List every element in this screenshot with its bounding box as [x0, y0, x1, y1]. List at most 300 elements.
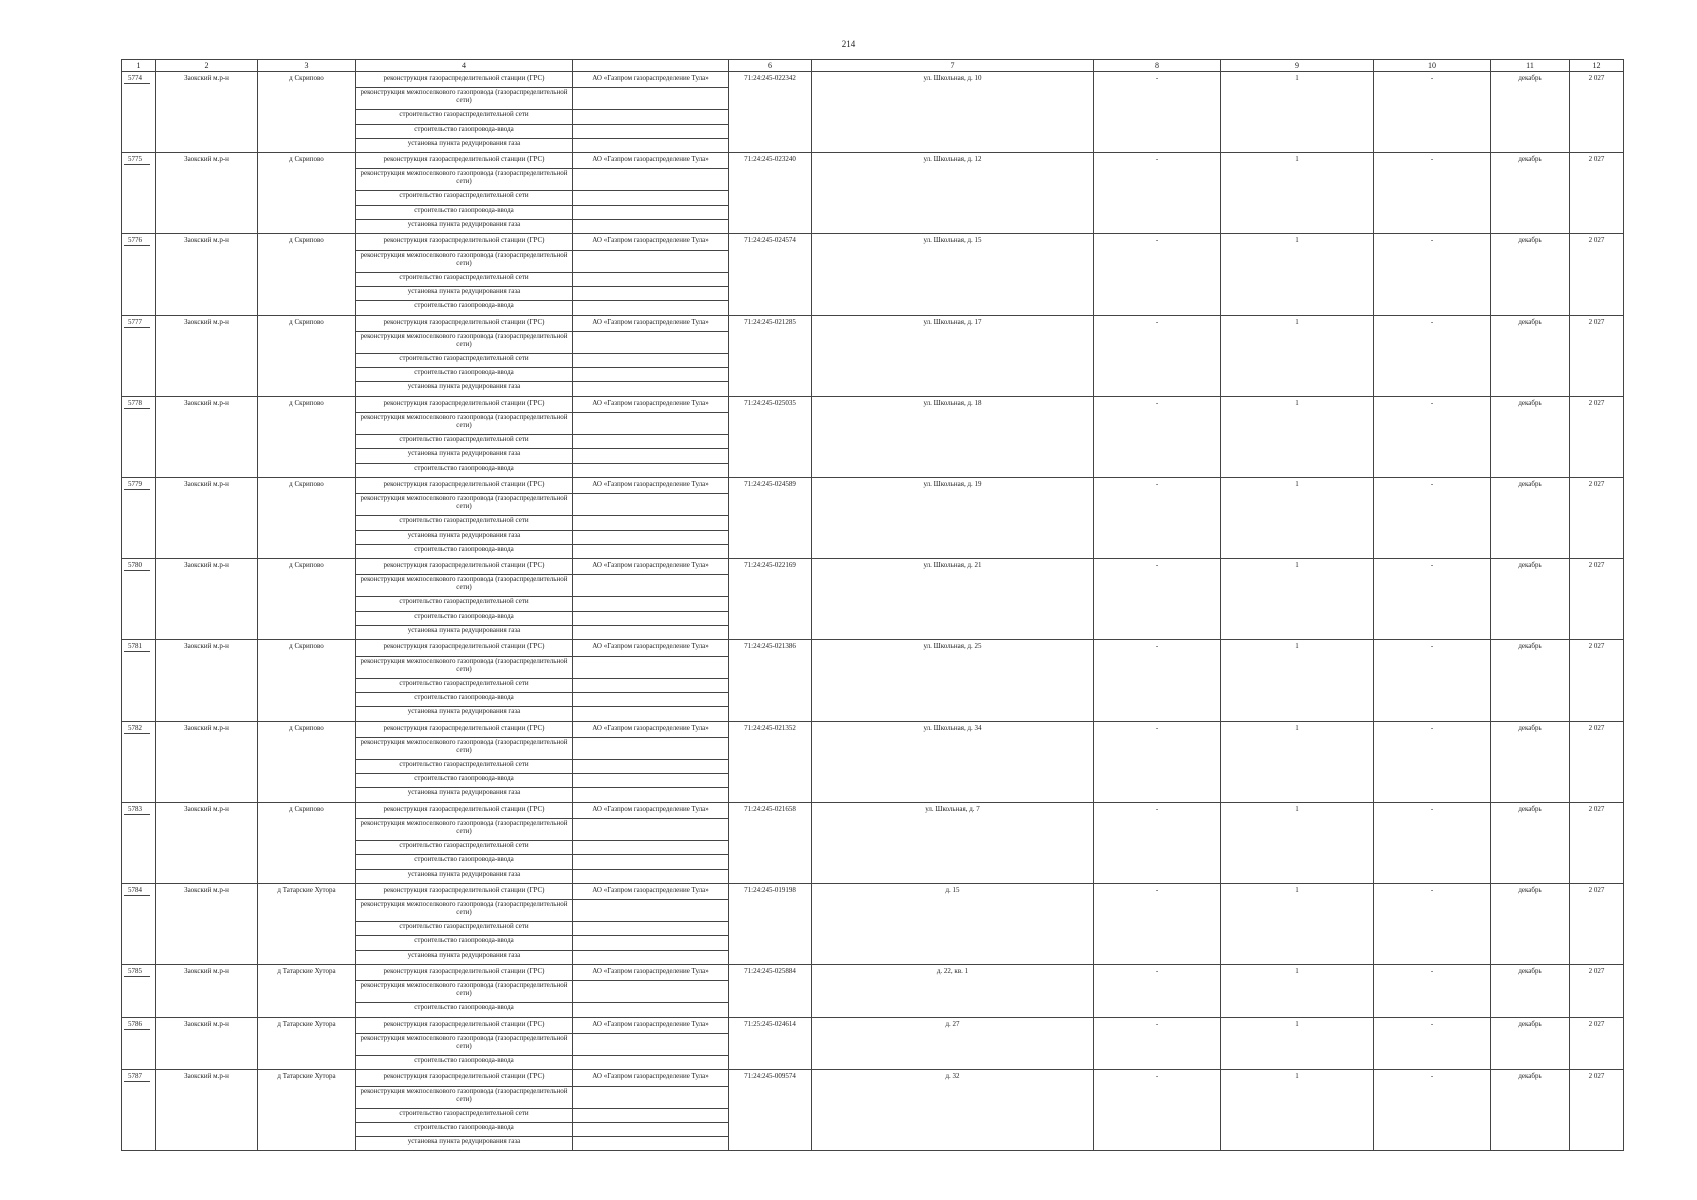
header-col-7: 7	[812, 60, 1094, 72]
table-row	[122, 1017, 1624, 1033]
organization-cell	[573, 110, 729, 124]
work-type-cell: установка пункта редуцирования газа	[356, 1137, 573, 1151]
organization-cell	[573, 981, 729, 1003]
work-type-cell: реконструкция межпоселкового газопровода (газораспределительной сети)	[356, 250, 573, 272]
work-type-cell: реконструкция межпоселкового газопровода (газораспределительной сети)	[356, 1086, 573, 1108]
header-row	[122, 60, 1624, 72]
settlement-cell: д Скрипово	[258, 396, 356, 477]
col8-cell: -	[1094, 396, 1221, 477]
work-type-cell: установка пункта редуцирования газа	[356, 138, 573, 152]
organization-cell: АО «Газпром газораспределение Тула»	[573, 477, 729, 493]
work-type-cell: реконструкция газораспределительной станции (ГРС)	[356, 965, 573, 981]
row-number	[122, 965, 156, 1018]
row-number-value: 5778	[124, 399, 150, 409]
year-cell: 2 027	[1570, 802, 1624, 883]
table-row	[122, 234, 1624, 250]
district-cell: Заокский м.р-н	[156, 1017, 258, 1070]
col10-cell: -	[1374, 234, 1491, 315]
work-type-cell: строительство газопровода-ввода	[356, 544, 573, 558]
settlement-cell: д Татарские Хутора	[258, 883, 356, 964]
settlement-cell: д Скрипово	[258, 234, 356, 315]
cadastral-cell: 71:24:245-025035	[729, 396, 812, 477]
header-col-8: 8	[1094, 60, 1221, 72]
organization-cell	[573, 449, 729, 463]
col10-cell: -	[1374, 477, 1491, 558]
col10-cell: -	[1374, 883, 1491, 964]
col10-cell: -	[1374, 153, 1491, 234]
col9-cell: 1	[1221, 965, 1374, 1018]
table-row	[122, 477, 1624, 493]
organization-cell	[573, 774, 729, 788]
cadastral-cell: 71:24:245-021386	[729, 640, 812, 721]
month-cell: декабрь	[1491, 1017, 1570, 1070]
year-cell: 2 027	[1570, 1070, 1624, 1151]
organization-cell	[573, 169, 729, 191]
header-col-11: 11	[1491, 60, 1570, 72]
work-type-cell: строительство газораспределительной сети	[356, 191, 573, 205]
organization-cell	[573, 611, 729, 625]
organization-cell	[573, 692, 729, 706]
organization-cell	[573, 1003, 729, 1017]
month-cell: декабрь	[1491, 1070, 1570, 1151]
address-cell: д. 27	[812, 1017, 1094, 1070]
work-type-cell: реконструкция газораспределительной станции (ГРС)	[356, 559, 573, 575]
work-type-cell: установка пункта редуцирования газа	[356, 530, 573, 544]
settlement-cell: д Скрипово	[258, 315, 356, 396]
row-number	[122, 721, 156, 802]
organization-cell	[573, 1108, 729, 1122]
work-type-cell: реконструкция межпоселкового газопровода (газораспределительной сети)	[356, 494, 573, 516]
table-row	[122, 396, 1624, 412]
row-number	[122, 477, 156, 558]
table-row	[122, 153, 1624, 169]
row-number-value: 5786	[124, 1020, 150, 1030]
organization-cell: АО «Газпром газораспределение Тула»	[573, 883, 729, 899]
settlement-cell: д Скрипово	[258, 559, 356, 640]
district-cell: Заокский м.р-н	[156, 559, 258, 640]
month-cell: декабрь	[1491, 153, 1570, 234]
organization-cell	[573, 301, 729, 315]
table-row	[122, 640, 1624, 656]
organization-cell	[573, 818, 729, 840]
col9-cell: 1	[1221, 234, 1374, 315]
month-cell: декабрь	[1491, 477, 1570, 558]
address-cell: ул. Школьная, д. 12	[812, 153, 1094, 234]
col9-cell: 1	[1221, 396, 1374, 477]
work-type-cell: строительство газопровода-ввода	[356, 205, 573, 219]
cadastral-cell: 71:24:245-021352	[729, 721, 812, 802]
row-number-value: 5787	[124, 1072, 150, 1082]
organization-cell: АО «Газпром газораспределение Тула»	[573, 559, 729, 575]
organization-cell	[573, 759, 729, 773]
table-row	[122, 1070, 1624, 1086]
col8-cell: -	[1094, 477, 1221, 558]
table-row	[122, 965, 1624, 981]
work-type-cell: установка пункта редуцирования газа	[356, 449, 573, 463]
year-cell: 2 027	[1570, 477, 1624, 558]
col10-cell: -	[1374, 1070, 1491, 1151]
work-type-cell: реконструкция межпоселкового газопровода (газораспределительной сети)	[356, 1033, 573, 1055]
col10-cell: -	[1374, 802, 1491, 883]
organization-cell	[573, 494, 729, 516]
work-type-cell: реконструкция газораспределительной станции (ГРС)	[356, 153, 573, 169]
col8-cell: -	[1094, 883, 1221, 964]
organization-cell	[573, 368, 729, 382]
col8-cell: -	[1094, 559, 1221, 640]
header-col-12: 12	[1570, 60, 1624, 72]
row-number	[122, 153, 156, 234]
organization-cell	[573, 1137, 729, 1151]
settlement-cell: д Скрипово	[258, 477, 356, 558]
col9-cell: 1	[1221, 1070, 1374, 1151]
work-type-cell: реконструкция межпоселкового газопровода (газораспределительной сети)	[356, 575, 573, 597]
address-cell: ул. Школьная, д. 18	[812, 396, 1094, 477]
work-type-cell: строительство газораспределительной сети	[356, 922, 573, 936]
organization-cell	[573, 869, 729, 883]
work-type-cell: строительство газораспределительной сети	[356, 759, 573, 773]
cadastral-cell: 71:24:245-024589	[729, 477, 812, 558]
work-type-cell: строительство газопровода-ввода	[356, 1003, 573, 1017]
work-type-cell: реконструкция газораспределительной станции (ГРС)	[356, 1017, 573, 1033]
work-type-cell: реконструкция газораспределительной станции (ГРС)	[356, 802, 573, 818]
organization-cell	[573, 575, 729, 597]
organization-cell	[573, 900, 729, 922]
organization-cell	[573, 382, 729, 396]
header-col-10: 10	[1374, 60, 1491, 72]
col9-cell: 1	[1221, 1017, 1374, 1070]
cadastral-cell: 71:24:245-025884	[729, 965, 812, 1018]
year-cell: 2 027	[1570, 640, 1624, 721]
organization-cell: АО «Газпром газораспределение Тула»	[573, 802, 729, 818]
work-type-cell: установка пункта редуцирования газа	[356, 788, 573, 802]
row-number-value: 5781	[124, 642, 150, 652]
month-cell: декабрь	[1491, 72, 1570, 153]
col9-cell: 1	[1221, 802, 1374, 883]
row-number	[122, 1017, 156, 1070]
row-number-value: 5783	[124, 805, 150, 815]
district-cell: Заокский м.р-н	[156, 640, 258, 721]
district-cell: Заокский м.р-н	[156, 477, 258, 558]
district-cell: Заокский м.р-н	[156, 234, 258, 315]
work-type-cell: реконструкция межпоселкового газопровода (газораспределительной сети)	[356, 818, 573, 840]
work-type-cell: реконструкция межпоселкового газопровода (газораспределительной сети)	[356, 88, 573, 110]
col8-cell: -	[1094, 965, 1221, 1018]
work-type-cell: строительство газораспределительной сети	[356, 678, 573, 692]
row-number	[122, 234, 156, 315]
address-cell: ул. Школьная, д. 15	[812, 234, 1094, 315]
work-type-cell: строительство газораспределительной сети	[356, 840, 573, 854]
col8-cell: -	[1094, 640, 1221, 721]
settlement-cell: д Скрипово	[258, 802, 356, 883]
table-row	[122, 883, 1624, 899]
work-type-cell: реконструкция газораспределительной станции (ГРС)	[356, 883, 573, 899]
settlement-cell: д Скрипово	[258, 153, 356, 234]
cadastral-cell: 71:25:245-024614	[729, 1017, 812, 1070]
table-row	[122, 315, 1624, 331]
row-number-value: 5780	[124, 561, 150, 571]
organization-cell	[573, 250, 729, 272]
year-cell: 2 027	[1570, 72, 1624, 153]
organization-cell	[573, 463, 729, 477]
col9-cell: 1	[1221, 640, 1374, 721]
work-type-cell: строительство газопровода-ввода	[356, 1122, 573, 1136]
col8-cell: -	[1094, 153, 1221, 234]
organization-cell	[573, 124, 729, 138]
work-type-cell: строительство газораспределительной сети	[356, 516, 573, 530]
organization-cell	[573, 413, 729, 435]
col8-cell: -	[1094, 315, 1221, 396]
row-number-value: 5774	[124, 74, 150, 84]
work-type-cell: реконструкция газораспределительной станции (ГРС)	[356, 721, 573, 737]
organization-cell: АО «Газпром газораспределение Тула»	[573, 1070, 729, 1086]
district-cell: Заокский м.р-н	[156, 965, 258, 1018]
col8-cell: -	[1094, 721, 1221, 802]
month-cell: декабрь	[1491, 640, 1570, 721]
organization-cell	[573, 88, 729, 110]
page-number: 214	[841, 39, 856, 49]
organization-cell	[573, 840, 729, 854]
row-number	[122, 1070, 156, 1151]
organization-cell	[573, 1033, 729, 1055]
organization-cell	[573, 656, 729, 678]
row-number	[122, 396, 156, 477]
organization-cell	[573, 855, 729, 869]
work-type-cell: установка пункта редуцирования газа	[356, 707, 573, 721]
work-type-cell: реконструкция газораспределительной станции (ГРС)	[356, 1070, 573, 1086]
col9-cell: 1	[1221, 153, 1374, 234]
year-cell: 2 027	[1570, 883, 1624, 964]
col10-cell: -	[1374, 559, 1491, 640]
col8-cell: -	[1094, 72, 1221, 153]
district-cell: Заокский м.р-н	[156, 315, 258, 396]
settlement-cell: д Скрипово	[258, 721, 356, 802]
organization-cell: АО «Газпром газораспределение Тула»	[573, 721, 729, 737]
work-type-cell: строительство газопровода-ввода	[356, 463, 573, 477]
cadastral-cell: 71:24:245-022342	[729, 72, 812, 153]
work-type-cell: строительство газораспределительной сети	[356, 110, 573, 124]
organization-cell	[573, 678, 729, 692]
work-type-cell: реконструкция газораспределительной станции (ГРС)	[356, 396, 573, 412]
address-cell: ул. Школьная, д. 21	[812, 559, 1094, 640]
organization-cell	[573, 922, 729, 936]
month-cell: декабрь	[1491, 396, 1570, 477]
header-col-2: 2	[156, 60, 258, 72]
organization-cell	[573, 597, 729, 611]
address-cell: д. 22, кв. 1	[812, 965, 1094, 1018]
work-type-cell: реконструкция межпоселкового газопровода (газораспределительной сети)	[356, 900, 573, 922]
organization-cell	[573, 1086, 729, 1108]
month-cell: декабрь	[1491, 234, 1570, 315]
district-cell: Заокский м.р-н	[156, 802, 258, 883]
settlement-cell: д Татарские Хутора	[258, 1017, 356, 1070]
organization-cell	[573, 220, 729, 234]
work-type-cell: реконструкция газораспределительной станции (ГРС)	[356, 315, 573, 331]
address-cell: ул. Школьная, д. 7	[812, 802, 1094, 883]
year-cell: 2 027	[1570, 1017, 1624, 1070]
work-type-cell: строительство газопровода-ввода	[356, 774, 573, 788]
work-type-cell: реконструкция межпоселкового газопровода (газораспределительной сети)	[356, 981, 573, 1003]
district-cell: Заокский м.р-н	[156, 721, 258, 802]
work-type-cell: строительство газопровода-ввода	[356, 124, 573, 138]
organization-cell	[573, 516, 729, 530]
work-type-cell: строительство газораспределительной сети	[356, 597, 573, 611]
col10-cell: -	[1374, 1017, 1491, 1070]
col8-cell: -	[1094, 1070, 1221, 1151]
month-cell: декабрь	[1491, 315, 1570, 396]
work-type-cell: строительство газораспределительной сети	[356, 1108, 573, 1122]
settlement-cell: д Татарские Хутора	[258, 1070, 356, 1151]
organization-cell	[573, 530, 729, 544]
work-type-cell: строительство газопровода-ввода	[356, 936, 573, 950]
header-col-3: 3	[258, 60, 356, 72]
col9-cell: 1	[1221, 315, 1374, 396]
col9-cell: 1	[1221, 883, 1374, 964]
work-type-cell: установка пункта редуцирования газа	[356, 382, 573, 396]
organization-cell	[573, 950, 729, 964]
gasification-table	[121, 59, 1624, 1151]
header-col-6: 6	[729, 60, 812, 72]
col10-cell: -	[1374, 396, 1491, 477]
organization-cell	[573, 191, 729, 205]
organization-cell	[573, 138, 729, 152]
address-cell: д. 32	[812, 1070, 1094, 1151]
organization-cell: АО «Газпром газораспределение Тула»	[573, 396, 729, 412]
month-cell: декабрь	[1491, 802, 1570, 883]
col10-cell: -	[1374, 965, 1491, 1018]
year-cell: 2 027	[1570, 234, 1624, 315]
row-number	[122, 883, 156, 964]
work-type-cell: строительство газопровода-ввода	[356, 301, 573, 315]
settlement-cell: д Скрипово	[258, 72, 356, 153]
work-type-cell: строительство газопровода-ввода	[356, 611, 573, 625]
work-type-cell: установка пункта редуцирования газа	[356, 626, 573, 640]
district-cell: Заокский м.р-н	[156, 153, 258, 234]
work-type-cell: строительство газораспределительной сети	[356, 435, 573, 449]
organization-cell	[573, 331, 729, 353]
row-number-value: 5775	[124, 155, 150, 165]
organization-cell	[573, 788, 729, 802]
cadastral-cell: 71:24:245-019198	[729, 883, 812, 964]
row-number	[122, 315, 156, 396]
table-row	[122, 72, 1624, 88]
cadastral-cell: 71:24:245-023240	[729, 153, 812, 234]
address-cell: ул. Школьная, д. 25	[812, 640, 1094, 721]
work-type-cell: реконструкция межпоселкового газопровода (газораспределительной сети)	[356, 413, 573, 435]
settlement-cell: д Татарские Хутора	[258, 965, 356, 1018]
col9-cell: 1	[1221, 72, 1374, 153]
col10-cell: -	[1374, 640, 1491, 721]
header-col-9: 9	[1221, 60, 1374, 72]
work-type-cell: установка пункта редуцирования газа	[356, 950, 573, 964]
table-row	[122, 559, 1624, 575]
organization-cell	[573, 737, 729, 759]
col10-cell: -	[1374, 72, 1491, 153]
organization-cell	[573, 286, 729, 300]
work-type-cell: строительство газопровода-ввода	[356, 368, 573, 382]
organization-cell	[573, 353, 729, 367]
cadastral-cell: 71:24:245-024574	[729, 234, 812, 315]
district-cell: Заокский м.р-н	[156, 396, 258, 477]
row-number-value: 5782	[124, 724, 150, 734]
row-number-value: 5776	[124, 236, 150, 246]
year-cell: 2 027	[1570, 965, 1624, 1018]
organization-cell	[573, 1055, 729, 1069]
col9-cell: 1	[1221, 477, 1374, 558]
organization-cell	[573, 435, 729, 449]
col9-cell: 1	[1221, 559, 1374, 640]
work-type-cell: установка пункта редуцирования газа	[356, 286, 573, 300]
organization-cell	[573, 205, 729, 219]
month-cell: декабрь	[1491, 883, 1570, 964]
header-col-5	[573, 60, 729, 72]
work-type-cell: строительство газопровода-ввода	[356, 855, 573, 869]
col8-cell: -	[1094, 802, 1221, 883]
col10-cell: -	[1374, 315, 1491, 396]
organization-cell	[573, 272, 729, 286]
organization-cell	[573, 936, 729, 950]
work-type-cell: реконструкция газораспределительной станции (ГРС)	[356, 72, 573, 88]
row-number-value: 5784	[124, 886, 150, 896]
work-type-cell: строительство газораспределительной сети	[356, 272, 573, 286]
month-cell: декабрь	[1491, 965, 1570, 1018]
organization-cell	[573, 1122, 729, 1136]
year-cell: 2 027	[1570, 721, 1624, 802]
work-type-cell: реконструкция газораспределительной станции (ГРС)	[356, 640, 573, 656]
district-cell: Заокский м.р-н	[156, 72, 258, 153]
col10-cell: -	[1374, 721, 1491, 802]
work-type-cell: реконструкция межпоселкового газопровода (газораспределительной сети)	[356, 656, 573, 678]
work-type-cell: реконструкция межпоселкового газопровода (газораспределительной сети)	[356, 169, 573, 191]
year-cell: 2 027	[1570, 396, 1624, 477]
address-cell: ул. Школьная, д. 19	[812, 477, 1094, 558]
table-row	[122, 721, 1624, 737]
organization-cell: АО «Газпром газораспределение Тула»	[573, 965, 729, 981]
district-cell: Заокский м.р-н	[156, 883, 258, 964]
address-cell: ул. Школьная, д. 10	[812, 72, 1094, 153]
work-type-cell: строительство газопровода-ввода	[356, 692, 573, 706]
organization-cell: АО «Газпром газораспределение Тула»	[573, 234, 729, 250]
row-number-value: 5777	[124, 318, 150, 328]
row-number	[122, 559, 156, 640]
cadastral-cell: 71:24:245-009574	[729, 1070, 812, 1151]
organization-cell: АО «Газпром газораспределение Тула»	[573, 640, 729, 656]
organization-cell	[573, 707, 729, 721]
cadastral-cell: 71:24:245-022169	[729, 559, 812, 640]
col8-cell: -	[1094, 234, 1221, 315]
address-cell: ул. Школьная, д. 17	[812, 315, 1094, 396]
col8-cell: -	[1094, 1017, 1221, 1070]
row-number-value: 5779	[124, 480, 150, 490]
year-cell: 2 027	[1570, 315, 1624, 396]
address-cell: ул. Школьная, д. 34	[812, 721, 1094, 802]
year-cell: 2 027	[1570, 559, 1624, 640]
month-cell: декабрь	[1491, 559, 1570, 640]
district-cell: Заокский м.р-н	[156, 1070, 258, 1151]
cadastral-cell: 71:24:245-021285	[729, 315, 812, 396]
year-cell: 2 027	[1570, 153, 1624, 234]
organization-cell	[573, 544, 729, 558]
work-type-cell: реконструкция газораспределительной станции (ГРС)	[356, 234, 573, 250]
address-cell: д. 15	[812, 883, 1094, 964]
work-type-cell: строительство газопровода-ввода	[356, 1055, 573, 1069]
work-type-cell: реконструкция межпоселкового газопровода (газораспределительной сети)	[356, 737, 573, 759]
organization-cell: АО «Газпром газораспределение Тула»	[573, 72, 729, 88]
organization-cell: АО «Газпром газораспределение Тула»	[573, 315, 729, 331]
row-number	[122, 72, 156, 153]
row-number	[122, 802, 156, 883]
cadastral-cell: 71:24:245-021658	[729, 802, 812, 883]
work-type-cell: установка пункта редуцирования газа	[356, 869, 573, 883]
